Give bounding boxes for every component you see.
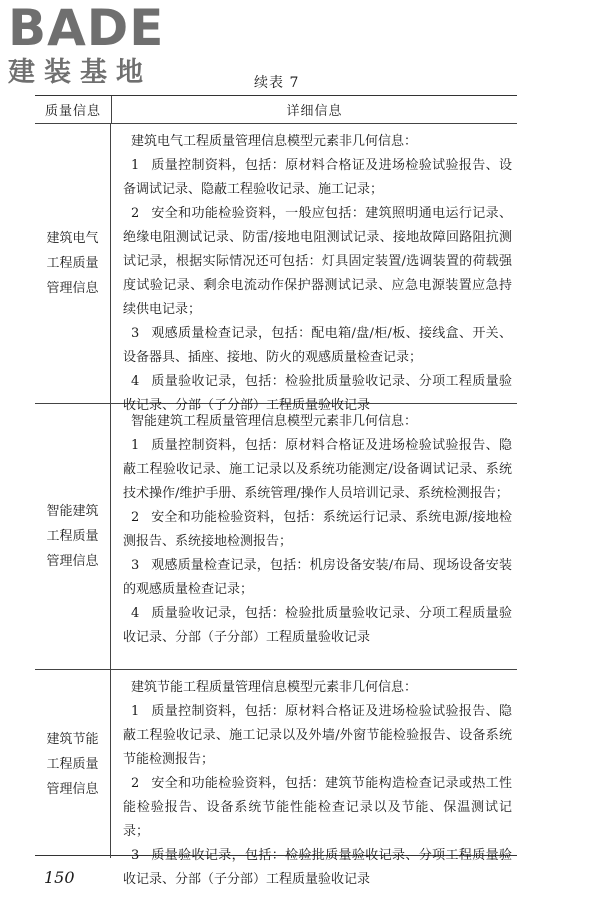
item-number: 1 bbox=[131, 158, 140, 173]
item-text: 质量控制资料，包括：原材料合格证及进场检验试验报告、隐蔽工程验收记录、施工记录以及外墙/外窗节能检验报告、设备系统节能检测报告； bbox=[123, 704, 512, 767]
bade-logo bbox=[8, 2, 178, 92]
list-item bbox=[123, 554, 512, 602]
list-item bbox=[123, 772, 512, 844]
logo-cjk-text: 建装基地 bbox=[8, 57, 152, 88]
list-item bbox=[123, 434, 512, 506]
item-text: 安全和功能检验资料，一般应包括：建筑照明通电运行记录、绝缘电阻测试记录、防雷/接地电阻测试记录、接地故障回路阻抗测试记录，根据实际情况还可包括：灯具固定装置/选调装置的荷载强度试验记录、剩余电流动作保护器测试记录、应急电源装置应急持续供电记录； bbox=[123, 206, 512, 317]
row-details bbox=[111, 670, 517, 887]
table-caption: 续表 7 bbox=[254, 75, 300, 91]
list-item bbox=[123, 700, 512, 772]
row-intro: 建筑节能工程质量管理信息模型元素非几何信息： bbox=[131, 680, 418, 695]
item-text: 观感质量检查记录，包括：机房设备安装/布局、现场设备安装的观感质量检查记录； bbox=[123, 558, 512, 597]
item-number: 2 bbox=[131, 776, 140, 791]
item-text: 质量验收记录，包括：检验批质量验收记录、分项工程质量验收记录、分部（子分部）工程质量验收记录 bbox=[123, 606, 512, 645]
item-text: 安全和功能检验资料，包括：建筑节能构造检查记录或热工性能检验报告、设备系统节能性能检查记录以及节能、保温测试记录； bbox=[123, 776, 512, 839]
item-text: 质量控制资料，包括：原材料合格证及进场检验试验报告、设备调试记录、隐蔽工程验收记录、施工记录； bbox=[123, 158, 512, 197]
item-text: 质量验收记录，包括：检验批质量验收记录、分项工程质量验收记录、分部（子分部）工程质量验收记录 bbox=[123, 848, 512, 887]
row-intro: 智能建筑工程质量管理信息模型元素非几何信息： bbox=[131, 414, 418, 429]
list-item bbox=[123, 602, 512, 650]
row-category: 建筑节能工程质量管理信息 bbox=[35, 670, 111, 858]
list-item bbox=[123, 202, 512, 322]
item-number: 3 bbox=[131, 558, 140, 573]
list-item bbox=[123, 506, 512, 554]
item-number: 3 bbox=[131, 326, 140, 341]
table-header-row bbox=[35, 96, 517, 124]
header-quality-info: 质量信息 bbox=[35, 96, 112, 123]
table-row bbox=[35, 404, 517, 670]
item-text: 质量控制资料，包括：原材料合格证及进场检验试验报告、隐蔽工程验收记录、施工记录以及系统功能测定/设备调试记录、系统技术操作/维护手册、系统管理/操作人员培训记录、系统检测报告； bbox=[123, 438, 512, 501]
item-number: 4 bbox=[131, 374, 140, 389]
list-item bbox=[123, 844, 512, 892]
item-text: 安全和功能检验资料，包括：系统运行记录、系统电源/接地检测报告、系统接地检测报告； bbox=[123, 510, 512, 549]
list-item bbox=[123, 322, 512, 370]
item-number: 1 bbox=[131, 438, 140, 453]
header-detail-info: 详细信息 bbox=[286, 104, 343, 119]
list-item bbox=[123, 154, 512, 202]
item-number: 3 bbox=[131, 848, 140, 863]
item-number: 1 bbox=[131, 704, 140, 719]
row-details bbox=[111, 124, 517, 413]
row-details bbox=[111, 404, 517, 669]
row-category: 建筑电气工程质量管理信息 bbox=[35, 124, 111, 403]
row-intro: 建筑电气工程质量管理信息模型元素非几何信息： bbox=[131, 134, 418, 149]
item-number: 2 bbox=[131, 206, 140, 221]
item-text: 观感质量检查记录，包括：配电箱/盘/柜/板、接线盒、开关、设备器具、插座、接地、防火的观感质量检查记录； bbox=[123, 326, 512, 365]
logo-latin-text: BADE bbox=[8, 0, 165, 57]
page-number: 150 bbox=[44, 868, 75, 887]
table-row bbox=[35, 124, 517, 413]
item-text: 质量验收记录，包括：检验批质量验收记录、分项工程质量验收记录、分部（子分部）工程质量验收记录 bbox=[123, 374, 512, 413]
row-category: 智能建筑工程质量管理信息 bbox=[35, 404, 111, 669]
item-number: 4 bbox=[131, 606, 140, 621]
item-number: 2 bbox=[131, 510, 140, 525]
